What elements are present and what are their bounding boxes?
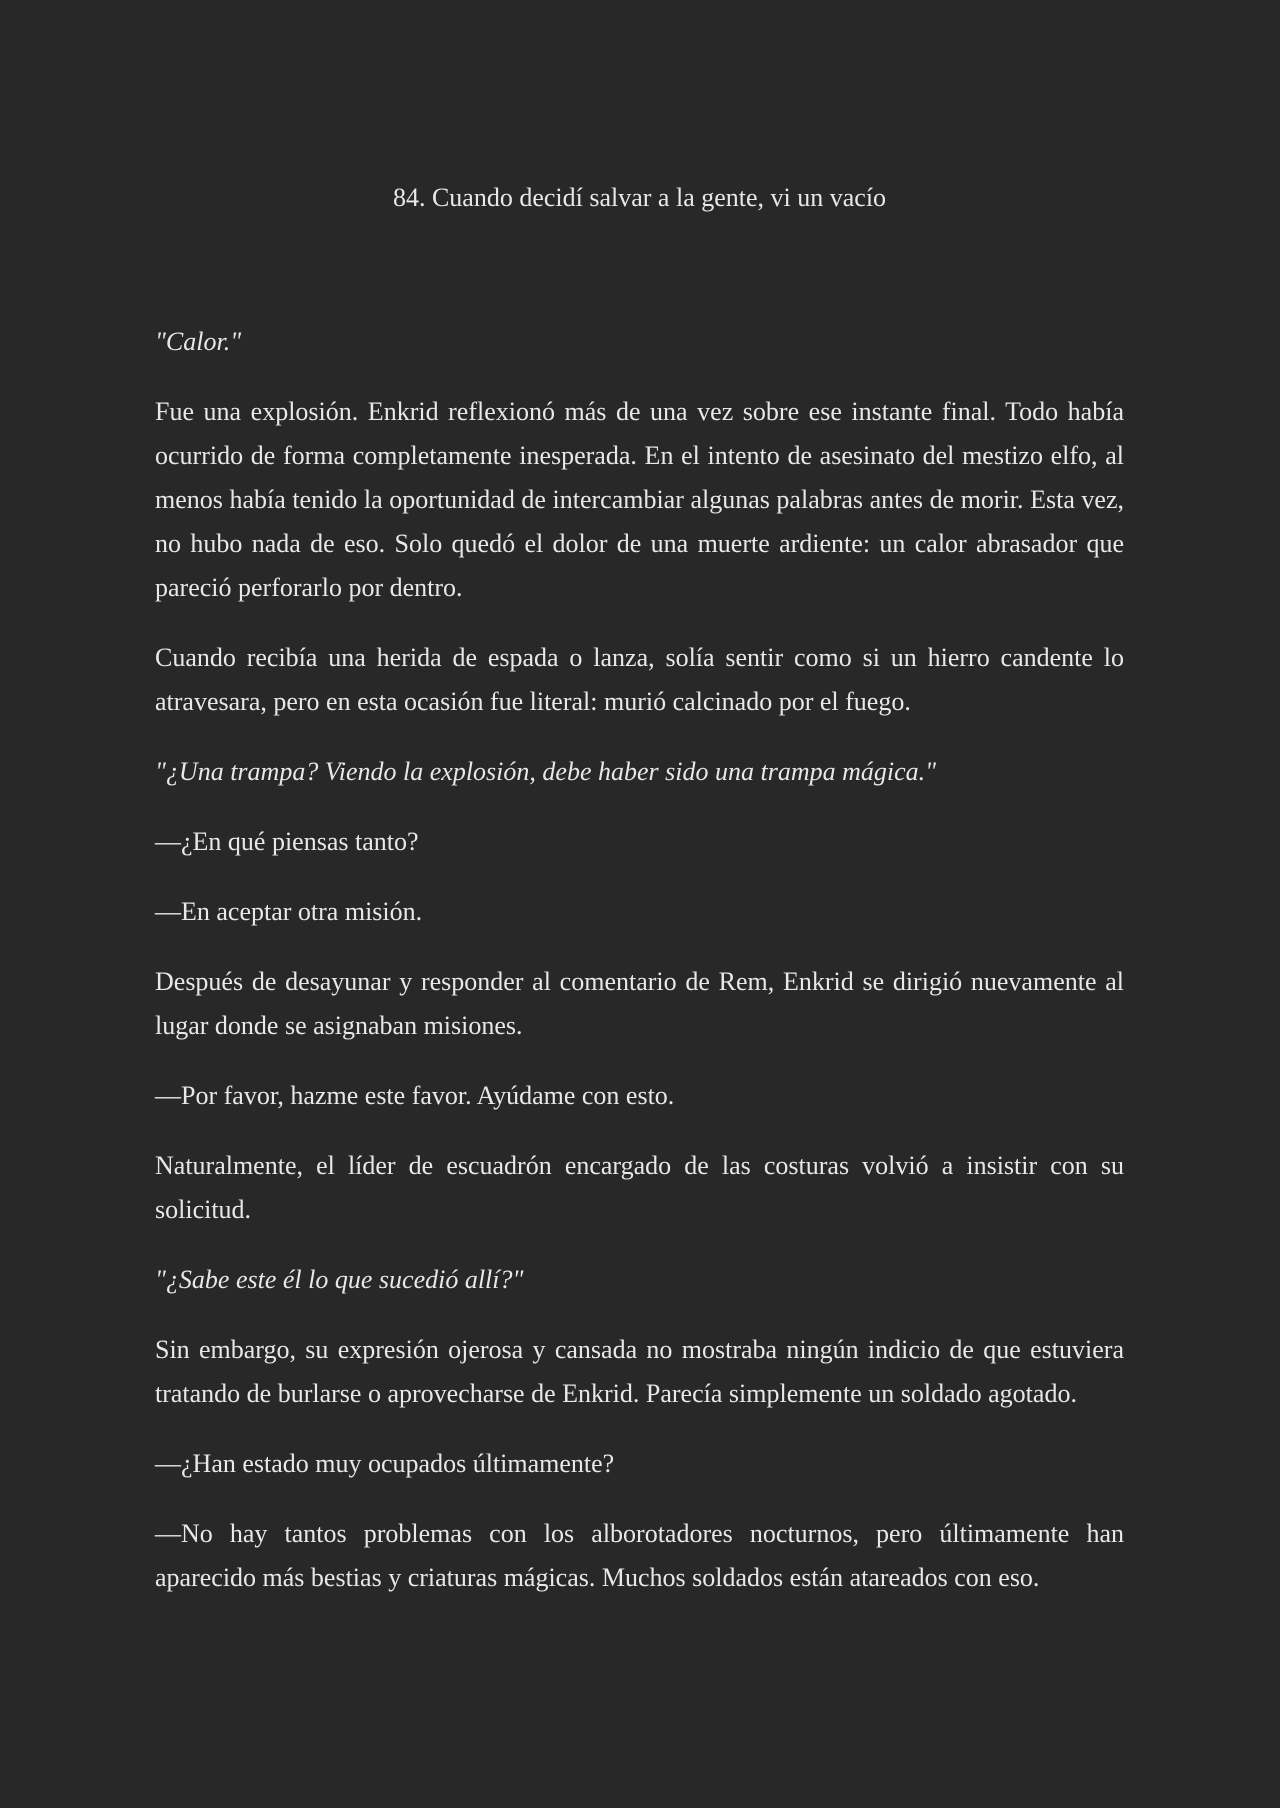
narration-paragraph: Después de desayunar y responder al comentario de Rem, Enkrid se dirigió nuevamente al lugar donde se asignaban misiones.	[155, 967, 1124, 1040]
dialogue-paragraph: —En aceptar otra misión.	[155, 897, 423, 926]
thought-paragraph: "Calor."	[155, 327, 242, 356]
narration-paragraph: Sin embargo, su expresión ojerosa y cansada no mostraba ningún indicio de que estuviera tratando de burlarse o aprovecharse de Enkrid. Parecía simplemente un soldado agotado.	[155, 1335, 1124, 1408]
thought-paragraph: "¿Sabe este él lo que sucedió allí?"	[155, 1265, 524, 1294]
narration-paragraph: Cuando recibía una herida de espada o lanza, solía sentir como si un hierro candente lo atravesara, pero en esta ocasión fue literal: murió calcinado por el fuego.	[155, 643, 1124, 716]
thought-paragraph: "¿Una trampa? Viendo la explosión, debe haber sido una trampa mágica."	[155, 757, 937, 786]
chapter-title: 84. Cuando decidí salvar a la gente, vi un vacío	[392, 183, 887, 212]
narration-paragraph: Fue una explosión. Enkrid reflexionó más de una vez sobre ese instante final. Todo había ocurrido de forma completamente inesperada. En el intento de asesinato del mestizo elfo, al menos había tenido la oportunidad de intercambiar algunas palabras antes de morir. Esta vez, no hubo nada de eso. Solo quedó el dolor de una muerte ardiente: un calor abrasador que pareció perforarlo por dentro.	[155, 397, 1124, 602]
narration-paragraph: Naturalmente, el líder de escuadrón encargado de las costuras volvió a insistir con su solicitud.	[155, 1151, 1124, 1224]
dialogue-paragraph: —¿Han estado muy ocupados últimamente?	[155, 1449, 615, 1478]
dialogue-paragraph: —Por favor, hazme este favor. Ayúdame con esto.	[155, 1081, 675, 1110]
chapter-body	[155, 320, 1124, 1626]
dialogue-paragraph: —¿En qué piensas tanto?	[155, 827, 419, 856]
narration-paragraph: —No hay tantos problemas con los alborotadores nocturnos, pero últimamente han aparecido más bestias y criaturas mágicas. Muchos soldados están atareados con eso.	[155, 1519, 1124, 1592]
